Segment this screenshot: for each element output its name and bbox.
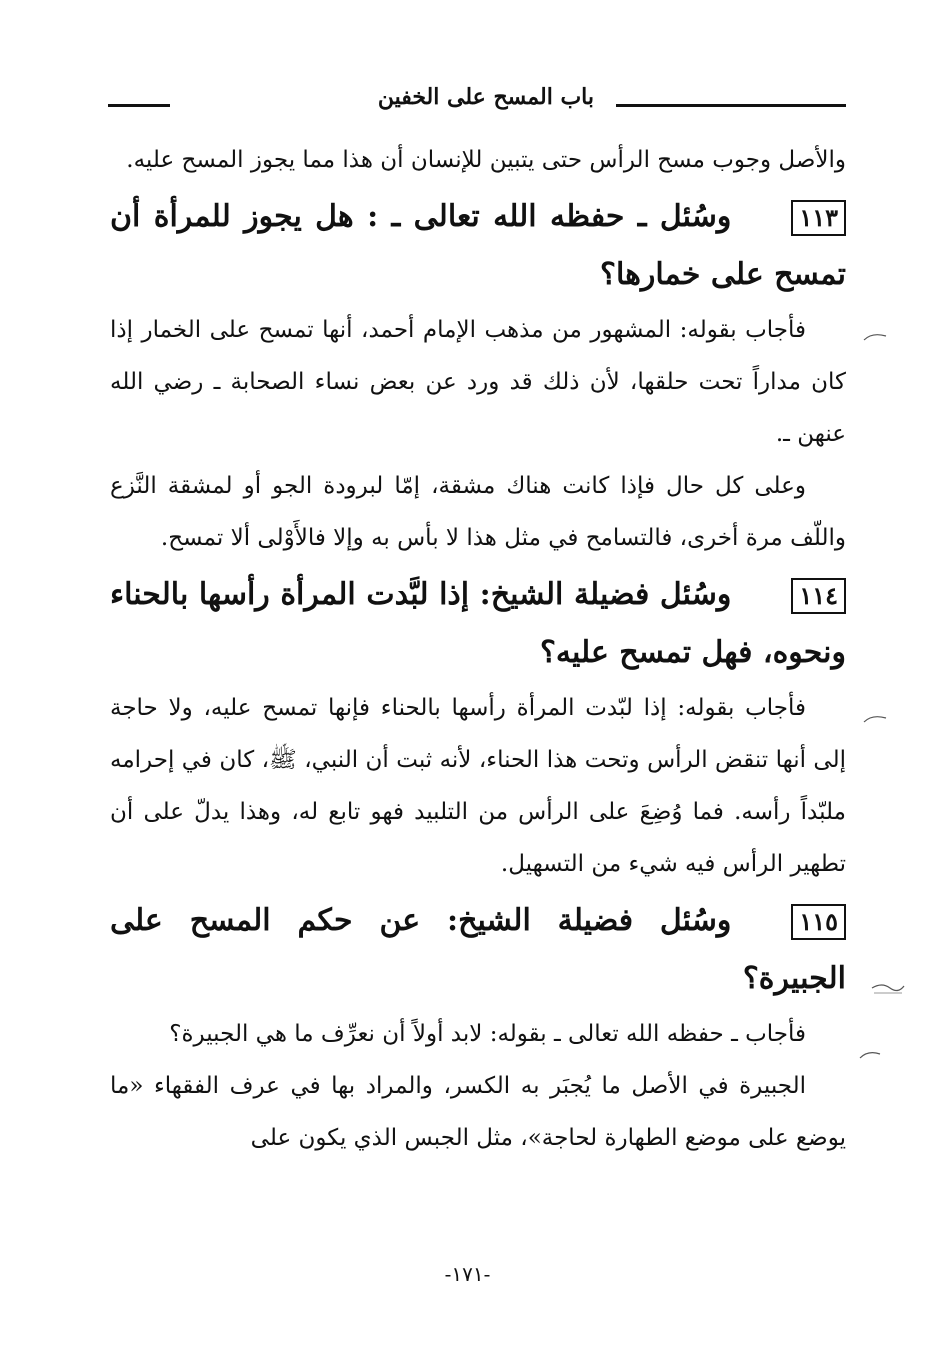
margin-pencil-mark-4: [858, 1048, 882, 1066]
question-number-114: ١١٤: [791, 578, 846, 614]
question-number-113: ١١٣: [791, 200, 846, 236]
question-number-115: ١١٥: [791, 904, 846, 940]
margin-pencil-mark-3: [870, 980, 906, 1000]
question-114-text: وسُئل فضيلة الشيخ: إذا لبَّدت المرأة رأسها بالحناء ونحوه، فهل تمسح عليه؟: [110, 577, 846, 670]
answer-115-paragraph-1: فأجاب ـ حفظه الله تعالى ـ بقوله: لابد أولاً أن نعرِّف ما هي الجبيرة؟: [169, 1021, 806, 1047]
page-number: -١٧١-: [444, 1262, 491, 1286]
answer-115-paragraph-2: الجبيرة في الأصل ما يُجبَر به الكسر، والمراد بها في عرف الفقهاء «ما يوضع على موضع الطهارة لحاجة»، مثل الجبس الذي يكون على: [110, 1073, 846, 1151]
margin-pencil-mark-2: [862, 712, 888, 730]
chapter-title: باب المسح على الخفين: [377, 84, 594, 110]
margin-pencil-mark-1: [862, 330, 888, 348]
question-113: [110, 188, 846, 304]
answer-113-paragraph-2: وعلى كل حال فإذا كانت هناك مشقة، إمّا لبرودة الجو أو لمشقة النَّزع واللّف مرة أخرى، فالتسامح في مثل هذا لا بأس به وإلا فالأَوْلى ألا تمسح.: [110, 473, 846, 551]
answer-113-paragraph-1: فأجاب بقوله: المشهور من مذهب الإمام أحمد، أنها تمسح على الخمار إذا كان مداراً تحت حلقها، لأن ذلك قد ورد عن بعض نساء الصحابة ـ رضي الله عنهن ـ.: [110, 317, 846, 447]
answer-114-paragraph: فأجاب بقوله: إذا لبّدت المرأة رأسها بالحناء فإنها تمسح عليه، ولا حاجة إلى أنها تنقض الرأس وتحت هذا الحناء، لأنه ثبت أن النبي، ﷺ، كان في إحرامه ملبّداً رأسه. فما وُضِعَ على الرأس من التلبيد فهو تابع له، وهذا يدلّ على أن تطهير الرأس فيه شيء من التسهيل.: [110, 695, 846, 877]
header-rule-right: [616, 104, 846, 107]
paragraph-intro: والأصل وجوب مسح الرأس حتى يتبين للإنسان أن هذا مما يجوز المسح عليه.: [126, 147, 846, 173]
page-body: [110, 134, 846, 1164]
header-rule-left: [108, 104, 170, 107]
question-113-text: وسُئل ـ حفظه الله تعالى ـ : هل يجوز للمرأة أن تمسح على خمارها؟: [110, 199, 846, 292]
running-header: [108, 82, 846, 116]
question-114: [110, 566, 846, 682]
question-115-text: وسُئل فضيلة الشيخ: عن حكم المسح على الجبيرة؟: [110, 903, 846, 996]
question-115: [110, 892, 846, 1008]
